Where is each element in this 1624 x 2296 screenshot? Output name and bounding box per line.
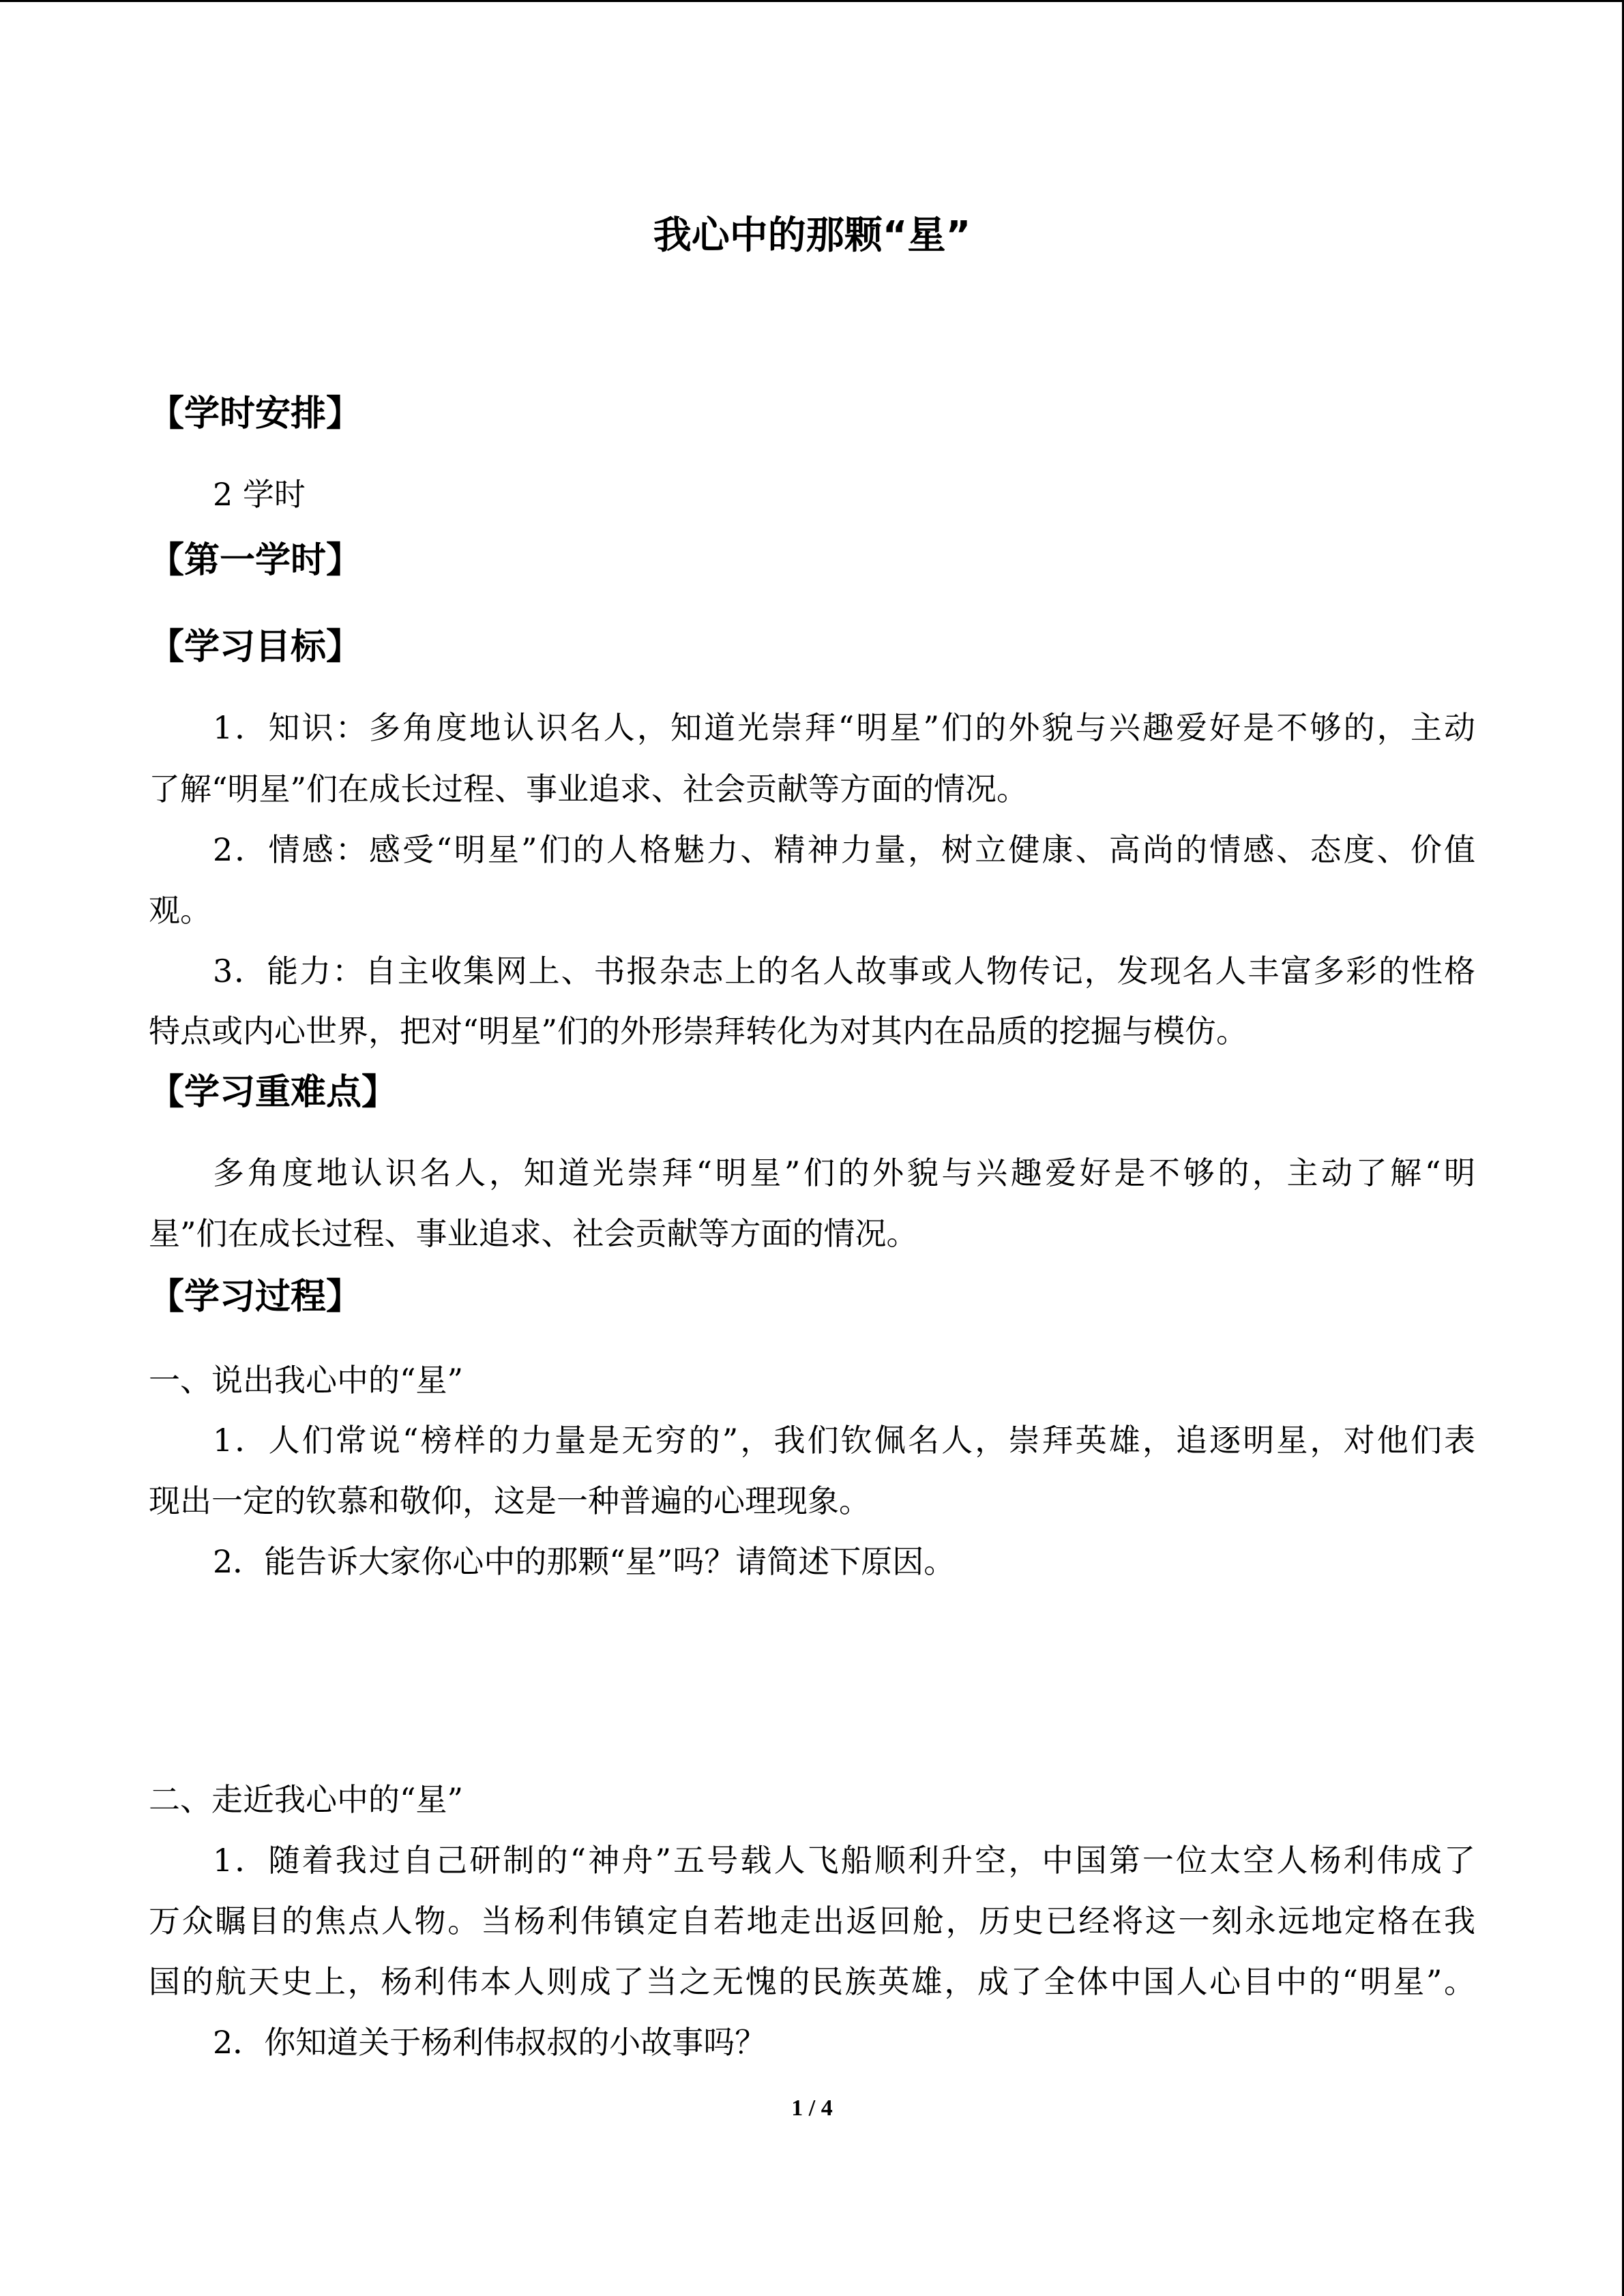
schedule-text: 2 学时: [213, 476, 306, 513]
part-2-item-1-line-1: 1．随着我过自己研制的“神舟”五号载人飞船顺利升空，中国第一位太空人杨利伟成了: [213, 1842, 1475, 1879]
part-2-title: 二、走近我心中的“星”: [149, 1781, 464, 1818]
heading-schedule: 【学时安排】: [149, 393, 362, 434]
objective-2-line-2: 观。: [149, 892, 211, 929]
part-1-item-2: 2．能告诉大家你心中的那颗“星”吗？请简述下原因。: [213, 1543, 956, 1580]
document-title: 我心中的那颗“星”: [653, 213, 971, 258]
objective-3-line-1: 3．能力：自主收集网上、书报杂志上的名人故事或人物传记，发现名人丰富多彩的性格: [213, 953, 1475, 989]
key-points-line-1: 多角度地认识名人，知道光崇拜“明星”们的外貌与兴趣爱好是不够的，主动了解“明: [213, 1154, 1475, 1191]
part-1-item-1-line-1: 1．人们常说“榜样的力量是无穷的”，我们钦佩名人，崇拜英雄，追逐明星，对他们表: [213, 1422, 1475, 1459]
objective-1-line-1: 1．知识：多角度地认识名人，知道光崇拜“明星”们的外貌与兴趣爱好是不够的，主动: [213, 709, 1475, 746]
heading-key-points: 【学习重难点】: [149, 1072, 398, 1113]
part-2-item-1-line-2: 万众瞩目的焦点人物。当杨利伟镇定自若地走出返回舱，历史已经将这一刻永远地定格在我: [149, 1903, 1475, 1939]
part-1-item-1-line-2: 现出一定的钦慕和敬仰，这是一种普遍的心理现象。: [149, 1482, 870, 1519]
page-number: 1 / 4: [791, 2096, 833, 2121]
part-2-item-1-line-3: 国的航天史上，杨利伟本人则成了当之无愧的民族英雄，成了全体中国人心目中的“明星”。: [149, 1963, 1475, 2000]
objective-1-line-2: 了解“明星”们在成长过程、事业追求、社会贡献等方面的情况。: [149, 771, 1029, 807]
heading-objectives: 【学习目标】: [149, 627, 362, 668]
part-2-item-2: 2．你知道关于杨利伟叔叔的小故事吗？: [213, 2024, 767, 2061]
heading-process: 【学习过程】: [149, 1277, 362, 1317]
page-border-top: [0, 0, 1624, 2]
heading-first-period: 【第一学时】: [149, 540, 362, 581]
key-points-line-2: 星”们在成长过程、事业追求、社会贡献等方面的情况。: [149, 1215, 918, 1252]
objective-3-line-2: 特点或内心世界，把对“明星”们的外形崇拜转化为对其内在品质的挖掘与模仿。: [149, 1013, 1248, 1049]
objective-2-line-1: 2．情感：感受“明星”们的人格魅力、精神力量，树立健康、高尚的情感、态度、价值: [213, 831, 1475, 868]
part-1-title: 一、说出我心中的“星”: [149, 1362, 464, 1399]
